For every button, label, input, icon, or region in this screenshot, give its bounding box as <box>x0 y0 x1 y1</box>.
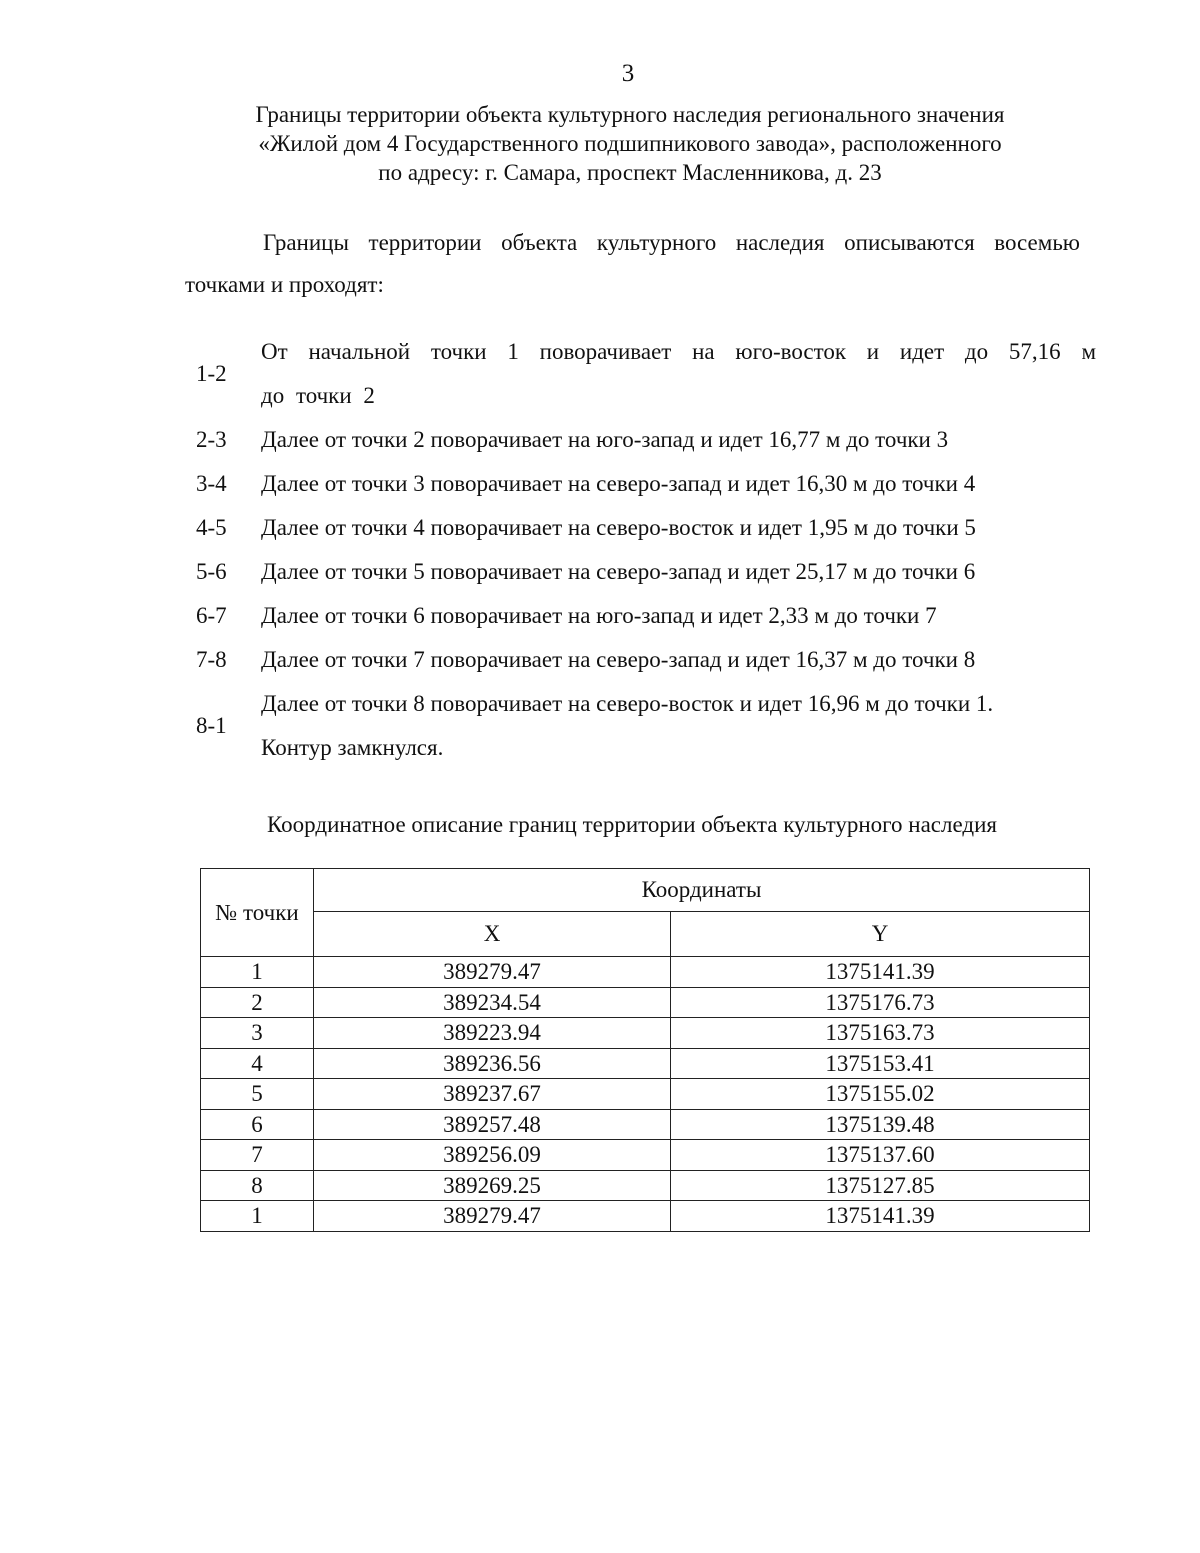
intro-line-1: Границы территории объекта культурного наследия описываются восемью <box>263 230 1080 255</box>
cell-x: 389237.67 <box>314 1079 671 1110</box>
cell-y: 1375176.73 <box>671 987 1090 1018</box>
intro-paragraph <box>185 222 1080 306</box>
segment-text <box>261 330 1096 418</box>
segment-code: 6-7 <box>196 603 227 628</box>
segment-item <box>196 462 1096 506</box>
segment-text: Далее от точки 4 поворачивает на северо-восток и идет 1,95 м до точки 5 <box>261 515 976 540</box>
table-row <box>201 1201 1090 1232</box>
segment-text-line-2: Контур замкнулся. <box>261 735 444 760</box>
cell-point: 2 <box>201 987 314 1018</box>
segment-code: 3-4 <box>196 471 227 496</box>
segment-item <box>196 506 1096 550</box>
intro-line-2: точками и проходят: <box>185 272 384 297</box>
table-row <box>201 1079 1090 1110</box>
table-row <box>201 1048 1090 1079</box>
cell-x: 389279.47 <box>314 957 671 988</box>
cell-x: 389256.09 <box>314 1140 671 1171</box>
cell-point: 8 <box>201 1170 314 1201</box>
segment-text: Далее от точки 5 поворачивает на северо-запад и идет 25,17 м до точки 6 <box>261 559 976 584</box>
cell-x: 389234.54 <box>314 987 671 1018</box>
segment-text: Далее от точки 3 поворачивает на северо-запад и идет 16,30 м до точки 4 <box>261 471 976 496</box>
cell-x: 389223.94 <box>314 1018 671 1049</box>
title-line-1: Границы территории объекта культурного наследия регионального значения <box>255 102 1005 127</box>
cell-x: 389269.25 <box>314 1170 671 1201</box>
cell-y: 1375139.48 <box>671 1109 1090 1140</box>
segment-code: 8-1 <box>196 713 227 738</box>
cell-point: 5 <box>201 1079 314 1110</box>
segment-item <box>196 330 1096 418</box>
header-x: X <box>314 912 671 957</box>
cell-y: 1375141.39 <box>671 1201 1090 1232</box>
cell-y: 1375163.73 <box>671 1018 1090 1049</box>
segment-text: Далее от точки 6 поворачивает на юго-запад и идет 2,33 м до точки 7 <box>261 603 937 628</box>
header-coordinates: Координаты <box>314 869 1090 912</box>
cell-point: 3 <box>201 1018 314 1049</box>
cell-point: 6 <box>201 1109 314 1140</box>
segment-code: 5-6 <box>196 559 227 584</box>
segment-text-line-2: до точки 2 <box>261 383 375 408</box>
coordinates-table <box>200 868 1090 1232</box>
cell-x: 389257.48 <box>314 1109 671 1140</box>
cell-y: 1375127.85 <box>671 1170 1090 1201</box>
segment-code: 7-8 <box>196 647 227 672</box>
title-line-2: «Жилой дом 4 Государственного подшипникового завода», расположенного <box>258 131 1002 156</box>
title-line-3: по адресу: г. Самара, проспект Масленникова, д. 23 <box>378 160 882 185</box>
header-point-number: № точки <box>201 869 314 957</box>
segment-code: 2-3 <box>196 427 227 452</box>
cell-point: 7 <box>201 1140 314 1171</box>
header-y: Y <box>671 912 1090 957</box>
page-number: 3 <box>621 60 635 87</box>
cell-y: 1375137.60 <box>671 1140 1090 1171</box>
cell-x: 389236.56 <box>314 1048 671 1079</box>
cell-x: 389279.47 <box>314 1201 671 1232</box>
table-row <box>201 957 1090 988</box>
segment-text: Далее от точки 2 поворачивает на юго-запад и идет 16,77 м до точки 3 <box>261 427 949 452</box>
segment-item <box>196 418 1096 462</box>
cell-y: 1375153.41 <box>671 1048 1090 1079</box>
cell-point: 4 <box>201 1048 314 1079</box>
table-row <box>201 987 1090 1018</box>
segment-item <box>196 682 1096 770</box>
segment-text <box>261 682 1096 770</box>
table-caption: Координатное описание границ территории объекта культурного наследия <box>266 812 997 837</box>
cell-y: 1375155.02 <box>671 1079 1090 1110</box>
table-row <box>201 1140 1090 1171</box>
cell-y: 1375141.39 <box>671 957 1090 988</box>
table-row <box>201 1018 1090 1049</box>
segment-text: Далее от точки 7 поворачивает на северо-запад и идет 16,37 м до точки 8 <box>261 647 976 672</box>
segment-text-line-1: Далее от точки 8 поворачивает на северо-восток и идет 16,96 м до точки 1. <box>261 691 994 716</box>
segment-code: 1-2 <box>196 361 227 386</box>
segment-item <box>196 550 1096 594</box>
cell-point: 1 <box>201 1201 314 1232</box>
segment-item <box>196 594 1096 638</box>
boundary-segments-list <box>196 330 1096 770</box>
segment-text-line-1: От начальной точки 1 поворачивает на юго-восток и идет до 57,16 м <box>261 339 1096 364</box>
document-title <box>150 100 1110 187</box>
segment-code: 4-5 <box>196 515 227 540</box>
table-row <box>201 1170 1090 1201</box>
segment-item <box>196 638 1096 682</box>
table-row <box>201 1109 1090 1140</box>
cell-point: 1 <box>201 957 314 988</box>
